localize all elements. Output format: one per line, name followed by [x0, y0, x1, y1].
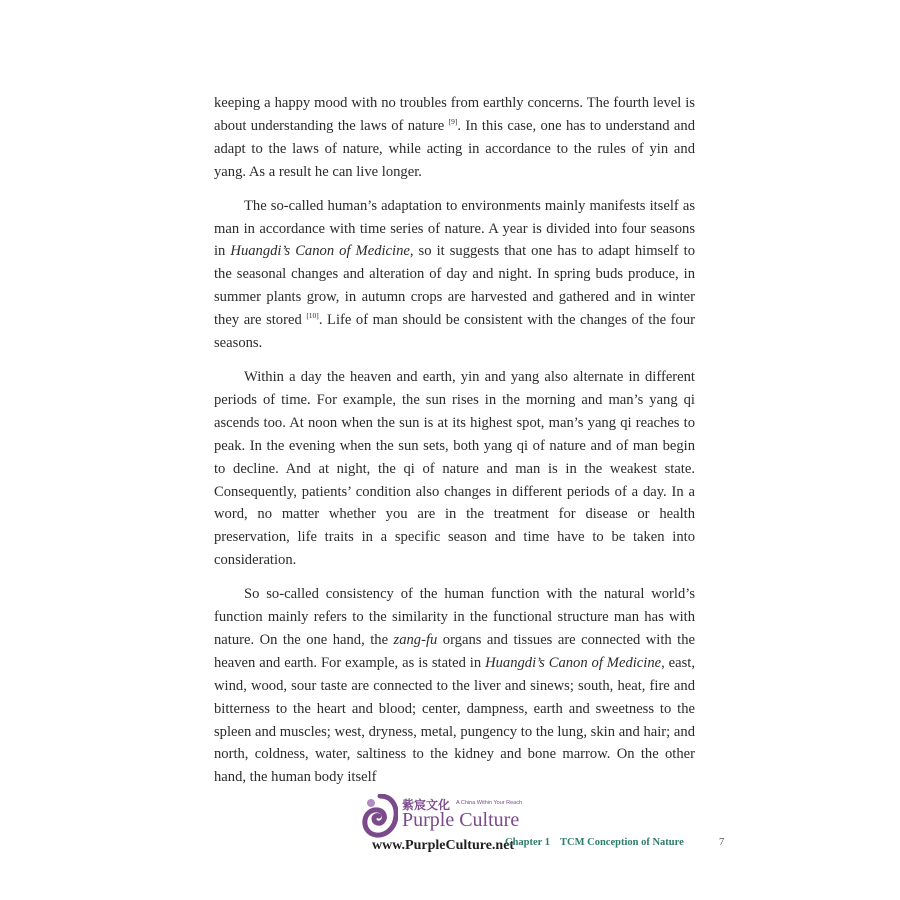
footer-chapter-number: Chapter 1	[505, 837, 551, 848]
purple-culture-logo-icon	[362, 794, 398, 838]
paragraph-4-text-a: So so-called consistency of the human function with the natural world’s function mainly refers to the similarity in the functional structure man has with nature. On the one hand, the	[214, 586, 695, 648]
watermark-url: www.PurpleCulture.net	[372, 838, 515, 853]
paragraph-2	[214, 195, 695, 355]
book-title: Huangdi’s Canon of Medicine	[485, 654, 662, 671]
paragraph-3	[214, 366, 695, 572]
zang-fu-term: zang-fu	[393, 631, 438, 648]
running-footer	[505, 837, 684, 848]
citation-9: [9]	[448, 116, 458, 126]
paragraph-1	[214, 92, 695, 184]
paragraph-4-text-c: , east, wind, wood, sour taste are connected to the liver and sinews; south, heat, fire and bitterness to the heart and blood; center, dampness, earth and sweetness to the spleen and muscles; west, dryness, metal, pungency to the lung, skin and hair; and north, coldness, water, saltiness to the kidney and bone marrow. On the other hand, the human body itself	[214, 654, 696, 786]
citation-10: [10]	[306, 311, 319, 321]
paragraph-2-text-c: . Life of man should be consistent with the changes of the four seasons.	[214, 312, 695, 352]
paragraph-2-text-b: , so it suggests that one has to adapt himself to the seasonal changes and alteration of day and night. In spring buds produce, in summer plants grow, in autumn crops are harvested and gathered and in winter they are stored	[214, 243, 696, 329]
paragraph-4	[214, 583, 695, 789]
watermark-tagline: A China Within Your Reach	[456, 800, 523, 806]
paragraph-3-text: Within a day the heaven and earth, yin and yang also alternate in different periods of time. For example, the sun rises in the morning and man’s yang qi ascends too. At noon when the sun is at its highest spot, man’s yang qi reaches to peak. In the evening when the sun sets, both yang qi of nature and of man begin to decline. And at night, the qi of nature and man is in the weakest state. Consequently, patients’ condition also changes in different periods of a day. In a word, no matter whether you are in the treatment for disease or health preservation, life traits in a specific season and time have to be taken into consideration.	[214, 368, 695, 569]
page-number: 7	[719, 837, 725, 848]
watermark-chinese: 紫宸文化	[402, 798, 451, 812]
book-title: Huangdi’s Canon of Medicine	[230, 243, 410, 260]
paragraph-1-text-b: . In this case, one has to understand and adapt to the laws of nature, while acting in accordance to the rules of yin and yang. As a result he can live longer.	[214, 117, 695, 180]
paragraph-4-text-b: organs and tissues are connected with the heaven and earth. For example, as is stated in	[214, 631, 695, 671]
watermark-brand: Purple Culture	[402, 809, 520, 831]
paragraph-2-text-a: The so-called human’s adaptation to environments mainly manifests itself as man in accordance with time series of nature. A year is divided into four seasons in	[214, 197, 695, 260]
purple-culture-watermark	[362, 792, 552, 862]
paragraph-1-text-a: keeping a happy mood with no troubles from earthly concerns. The fourth level is about understanding the laws of nature	[214, 95, 695, 134]
body-text	[214, 92, 695, 800]
footer-chapter-title: TCM Conception of Nature	[560, 837, 684, 848]
